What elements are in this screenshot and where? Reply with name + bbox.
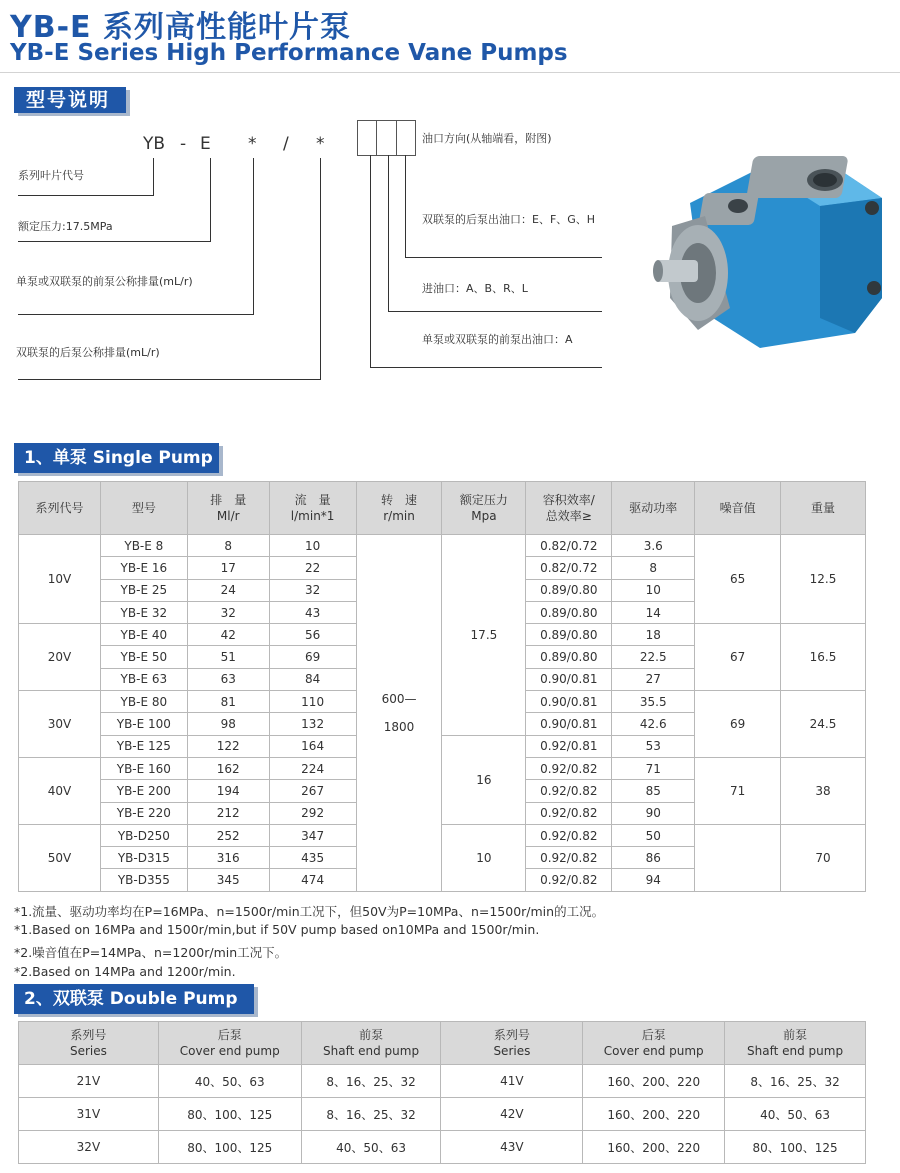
series-cell: 50V [19, 824, 101, 891]
table-cell: YB-E 125 [100, 735, 187, 757]
pressure-cell: 10 [442, 824, 526, 891]
col-cover-end-pump-2: 后泵 Cover end pump [583, 1022, 725, 1065]
table-cell: 84 [269, 668, 356, 690]
table-cell: 292 [269, 802, 356, 824]
col-shaft-end-pump: 前泵 Shaft end pump [301, 1022, 441, 1065]
table-cell: 160、200、220 [583, 1098, 725, 1131]
table-cell: 80、100、125 [158, 1131, 301, 1164]
table-cell: 43 [269, 601, 356, 623]
table-cell: 164 [269, 735, 356, 757]
label-rear-outlet: 双联泵的后泵出油口：E、F、G、H [422, 213, 596, 226]
table-cell: 56 [269, 624, 356, 646]
series-cell: 30V [19, 691, 101, 758]
label-inlet: 进油口：A、B、R、L [422, 282, 528, 295]
col-efficiency: 容积效率/ 总效率≥ [526, 482, 612, 535]
table-cell: 22 [269, 557, 356, 579]
page-title-en: YB-E Series High Performance Vane Pumps [10, 40, 568, 66]
table-cell: 32 [187, 601, 269, 623]
efficiency-cell: 0.82/0.72 [526, 535, 612, 557]
single-pump-table [18, 481, 866, 892]
table-cell: 345 [187, 869, 269, 891]
label-series-code: 系列叶片代号 [18, 169, 84, 182]
noise-cell: 67 [695, 624, 781, 691]
code-yb: YB [143, 134, 166, 154]
table-cell: 10 [612, 579, 695, 601]
table-cell: 35.5 [612, 691, 695, 713]
table-cell: 224 [269, 757, 356, 779]
table-cell: 90 [612, 802, 695, 824]
table-cell: 32 [269, 579, 356, 601]
note-1-en: *1.Based on 16MPa and 1500r/min,but if 50V pump based on10MPa and 1500r/min. [14, 922, 540, 937]
table-row [19, 535, 866, 557]
page-title-cn: YB-E 系列高性能叶片泵 [10, 10, 351, 45]
table-cell: 122 [187, 735, 269, 757]
table-cell: 98 [187, 713, 269, 735]
table-cell: 27 [612, 668, 695, 690]
table-cell: 160、200、220 [583, 1065, 725, 1098]
col-series-code: 系列代号 [19, 482, 101, 535]
vane-pump-image [650, 148, 895, 358]
table-cell: 0.92/0.81 [526, 735, 612, 757]
noise-cell: 71 [695, 757, 781, 824]
series-cell: 40V [19, 757, 101, 824]
table-cell: 0.90/0.81 [526, 668, 612, 690]
code-e: E [200, 134, 211, 154]
weight-cell: 16.5 [781, 624, 866, 691]
weight-cell: 38 [781, 757, 866, 824]
series-cell: 10V [19, 535, 101, 624]
table-cell: 0.89/0.80 [526, 624, 612, 646]
pressure-cell: 16 [442, 735, 526, 824]
table-cell: 42.6 [612, 713, 695, 735]
code-star-1: * [248, 134, 257, 154]
table-cell: 17 [187, 557, 269, 579]
table-cell: 162 [187, 757, 269, 779]
table-cell: YB-E 50 [100, 646, 187, 668]
model-cell: YB-E 8 [100, 535, 187, 557]
col-model: 型号 [100, 482, 187, 535]
col-displacement: 排 量 Ml/r [187, 482, 269, 535]
table-cell: 63 [187, 668, 269, 690]
table-cell: 21V [19, 1065, 159, 1098]
table-row [19, 1131, 866, 1164]
col-noise: 噪音值 [695, 482, 781, 535]
table-cell: YB-E 220 [100, 802, 187, 824]
section-double-pump-label: 2、双联泵 Double Pump [14, 984, 254, 1014]
table-cell: YB-E 32 [100, 601, 187, 623]
table-cell: 110 [269, 691, 356, 713]
flow-cell: 10 [269, 535, 356, 557]
table-cell: 0.90/0.81 [526, 713, 612, 735]
col-flow: 流 量 l/min*1 [269, 482, 356, 535]
table-cell: 85 [612, 780, 695, 802]
col-series-2: 系列号 Series [441, 1022, 583, 1065]
port-orientation-boxes [357, 120, 416, 156]
weight-cell: 12.5 [781, 535, 866, 624]
label-rear-displacement: 双联泵的后泵公称排量(mL/r) [16, 346, 160, 359]
table-cell: YB-E 16 [100, 557, 187, 579]
table-cell: 14 [612, 601, 695, 623]
weight-cell: 70 [781, 824, 866, 891]
table-cell: 81 [187, 691, 269, 713]
label-rated-pressure: 额定压力:17.5MPa [18, 220, 113, 233]
table-cell: 53 [612, 735, 695, 757]
table-cell: 0.92/0.82 [526, 869, 612, 891]
col-drive-power: 驱动功率 [612, 482, 695, 535]
table-cell: YB-E 160 [100, 757, 187, 779]
col-cover-end-pump: 后泵 Cover end pump [158, 1022, 301, 1065]
table-cell: 0.92/0.82 [526, 780, 612, 802]
table-cell: YB-D355 [100, 869, 187, 891]
table-cell: 22.5 [612, 646, 695, 668]
speed-cell: 600— 1800 [356, 535, 442, 892]
table-cell: 474 [269, 869, 356, 891]
table-cell: 8、16、25、32 [301, 1065, 441, 1098]
col-rated-pressure: 额定压力 Mpa [442, 482, 526, 535]
col-series: 系列号 Series [19, 1022, 159, 1065]
table-cell: YB-E 100 [100, 713, 187, 735]
table-cell: 0.89/0.80 [526, 579, 612, 601]
table-cell: 80、100、125 [725, 1131, 866, 1164]
series-cell: 20V [19, 624, 101, 691]
table-cell: 160、200、220 [583, 1131, 725, 1164]
double-header-row [19, 1022, 866, 1065]
table-cell: 40、50、63 [725, 1098, 866, 1131]
col-shaft-end-pump-2: 前泵 Shaft end pump [725, 1022, 866, 1065]
double-pump-table [18, 1021, 866, 1164]
col-speed: 转 速 r/min [356, 482, 442, 535]
table-cell: 40、50、63 [158, 1065, 301, 1098]
table-cell: 8 [612, 557, 695, 579]
col-weight: 重量 [781, 482, 866, 535]
noise-cell [695, 824, 781, 891]
table-row [19, 1065, 866, 1098]
table-cell: 51 [187, 646, 269, 668]
table-cell: 212 [187, 802, 269, 824]
table-cell: 252 [187, 824, 269, 846]
label-port-direction: 油口方向(从轴端看，附图) [422, 132, 552, 145]
table-cell: 316 [187, 847, 269, 869]
section-single-pump-label: 1、单泵 Single Pump [14, 443, 219, 473]
title-divider [0, 72, 900, 73]
table-cell: 24 [187, 579, 269, 601]
table-cell: YB-E 200 [100, 780, 187, 802]
table-cell: YB-D250 [100, 824, 187, 846]
table-cell: 0.92/0.82 [526, 847, 612, 869]
table-cell: 42 [187, 624, 269, 646]
table-cell: 71 [612, 757, 695, 779]
table-cell: 435 [269, 847, 356, 869]
code-slash: / [283, 134, 289, 154]
table-cell: 50 [612, 824, 695, 846]
power-cell: 3.6 [612, 535, 695, 557]
note-1-cn: *1.流量、驱动功率均在P=16MPa、n=1500r/min工况下，但50V为P=10MPa、n=1500r/min的工况。 [14, 904, 605, 919]
table-cell: 194 [187, 780, 269, 802]
table-cell: 8、16、25、32 [725, 1065, 866, 1098]
table-cell: 132 [269, 713, 356, 735]
pressure-cell: 17.5 [442, 535, 526, 736]
noise-cell: 65 [695, 535, 781, 624]
table-cell: 18 [612, 624, 695, 646]
table-row [19, 824, 866, 846]
table-cell: 86 [612, 847, 695, 869]
table-row [19, 1098, 866, 1131]
table-cell: 0.92/0.82 [526, 757, 612, 779]
table-cell: YB-E 40 [100, 624, 187, 646]
code-dash: - [180, 134, 187, 154]
table-cell: 69 [269, 646, 356, 668]
noise-cell: 69 [695, 691, 781, 758]
table-cell: YB-D315 [100, 847, 187, 869]
table-cell: 42V [441, 1098, 583, 1131]
table-cell: 267 [269, 780, 356, 802]
section-model-label: 型号说明 [14, 87, 126, 113]
table-cell: YB-E 25 [100, 579, 187, 601]
table-cell: YB-E 80 [100, 691, 187, 713]
table-cell: 347 [269, 824, 356, 846]
table-cell: 41V [441, 1065, 583, 1098]
table-cell: 40、50、63 [301, 1131, 441, 1164]
table-cell: 8、16、25、32 [301, 1098, 441, 1131]
table-cell: 0.89/0.80 [526, 601, 612, 623]
table-cell: 43V [441, 1131, 583, 1164]
label-front-outlet: 单泵或双联泵的前泵出油口：A [422, 333, 573, 346]
table-cell: 32V [19, 1131, 159, 1164]
table-cell: YB-E 63 [100, 668, 187, 690]
table-cell: 0.90/0.81 [526, 691, 612, 713]
single-header-row [19, 482, 866, 535]
table-cell: 0.89/0.80 [526, 646, 612, 668]
note-2-cn: *2.噪音值在P=14MPa、n=1200r/min工况下。 [14, 945, 288, 960]
table-cell: 31V [19, 1098, 159, 1131]
label-front-displacement: 单泵或双联泵的前泵公称排量(mL/r) [16, 275, 193, 288]
table-cell: 80、100、125 [158, 1098, 301, 1131]
table-cell: 0.82/0.72 [526, 557, 612, 579]
note-2-en: *2.Based on 14MPa and 1200r/min. [14, 964, 236, 979]
displacement-cell: 8 [187, 535, 269, 557]
code-star-2: * [316, 134, 325, 154]
table-cell: 94 [612, 869, 695, 891]
weight-cell: 24.5 [781, 691, 866, 758]
table-cell: 0.92/0.82 [526, 802, 612, 824]
table-cell: 0.92/0.82 [526, 824, 612, 846]
